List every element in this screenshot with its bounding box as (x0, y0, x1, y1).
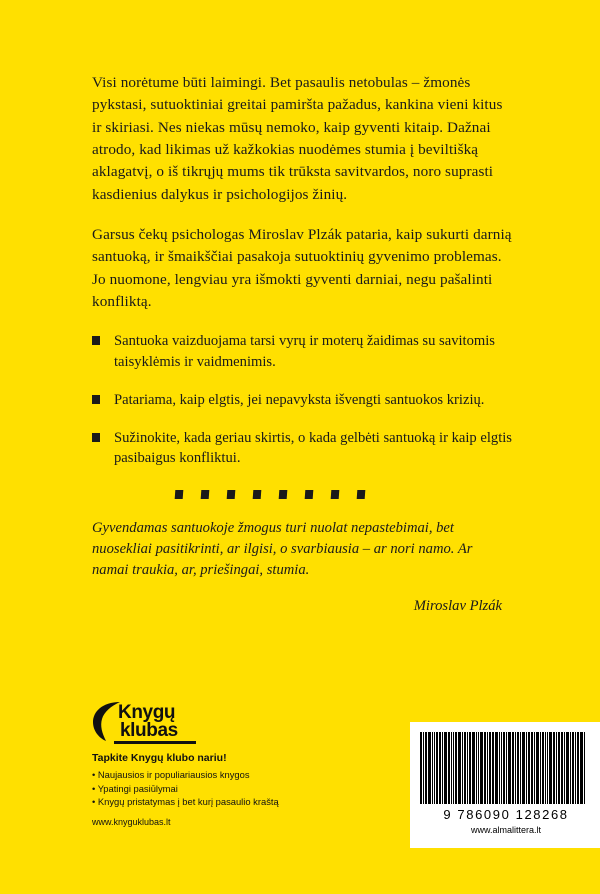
feature-list (92, 331, 512, 469)
list-item (92, 390, 512, 411)
logo-line-1: Knygų (118, 702, 176, 723)
logo-line-2: klubas (120, 719, 178, 741)
list-item (92, 331, 512, 372)
logo-text (118, 704, 178, 740)
quote-author: Miroslav Plzák (413, 597, 502, 614)
barcode (410, 722, 600, 848)
divider-square-icon (175, 490, 184, 499)
barcode-bars (420, 732, 592, 804)
club-benefit-list (92, 768, 312, 809)
list-item: • Naujausios ir populiariausios knygos (92, 769, 250, 780)
logo-mark (92, 700, 197, 748)
list-item: • Knygų pristatymas į bet kurį pasaulio kraštą (92, 796, 279, 808)
barcode-digits: 9 786090 128268 (443, 807, 569, 822)
list-item-text: Sužinokite, kada geriau skirtis, o kada gelbėti santuoką ir kaip elgtis pasibaigus konfliktui. (114, 429, 512, 467)
blurb-paragraph-1: Visi norėtume būti laimingi. Bet pasaulis netobulas – žmonės pykstasi, sutuoktiniai greitai pamiršta pažadus, kankina vieni kitus ir skiriasi. Nes niekas mūsų nemoko, kaip gyventi kitaip. Dažnai atrodo, kad likimas už kažkokias nuodėmes stumia į beviltišką aklagatvį, o iš tikrųjų mums tik trūksta savitvardos, noro suprasti kasdienius dalykus ir psichologijos žinių. (92, 74, 503, 203)
list-item-text: Patariama, kaip elgtis, jei nepavyksta išvengti santuokos krizių. (114, 391, 485, 408)
list-item-text: Santuoka vaizduojama tarsi vyrų ir moterų žaidimas su savitomis taisyklėmis ir vaidmenimis. (114, 333, 495, 371)
square-bullet-icon (92, 336, 100, 345)
logo-underline (114, 741, 196, 744)
list-item (92, 428, 512, 469)
decorative-divider (120, 486, 420, 504)
club-info (92, 752, 312, 827)
club-website: www.knyguklubas.lt (92, 816, 171, 827)
divider-square-icon (227, 490, 236, 499)
divider-square-icon (279, 490, 288, 499)
blurb-paragraph-2: Garsus čekų psichologas Miroslav Plzák pataria, kaip sukurti darnią santuoką, ir šmaikščiai pasakoja sutuoktinių gyvenimo problemas. Jo nuomone, lengviau yra išmokti gyventi darniai, negu pašalinti konfliktą. (92, 226, 512, 311)
divider-square-icon (305, 490, 314, 499)
square-bullet-icon (92, 433, 100, 442)
publisher-logo (92, 700, 202, 748)
list-item: • Ypatingi pasiūlymai (92, 782, 178, 794)
barcode-url: www.almalittera.lt (470, 825, 542, 835)
blurb-section (92, 72, 512, 615)
pull-quote: Gyvendamas santuokoje žmogus turi nuolat nepastebimai, bet nuosekliai pasitikrinti, ar ilgisi, o svarbiausia – ar nori namo. Ar namai traukia, ar, priešingai, stumia. (92, 520, 473, 579)
divider-square-icon (331, 490, 340, 499)
divider-square-icon (357, 490, 366, 499)
club-title: Tapkite Knygų klubo nariu! (92, 752, 227, 764)
square-bullet-icon (92, 395, 100, 404)
divider-square-icon (201, 490, 210, 499)
divider-square-icon (253, 490, 262, 499)
